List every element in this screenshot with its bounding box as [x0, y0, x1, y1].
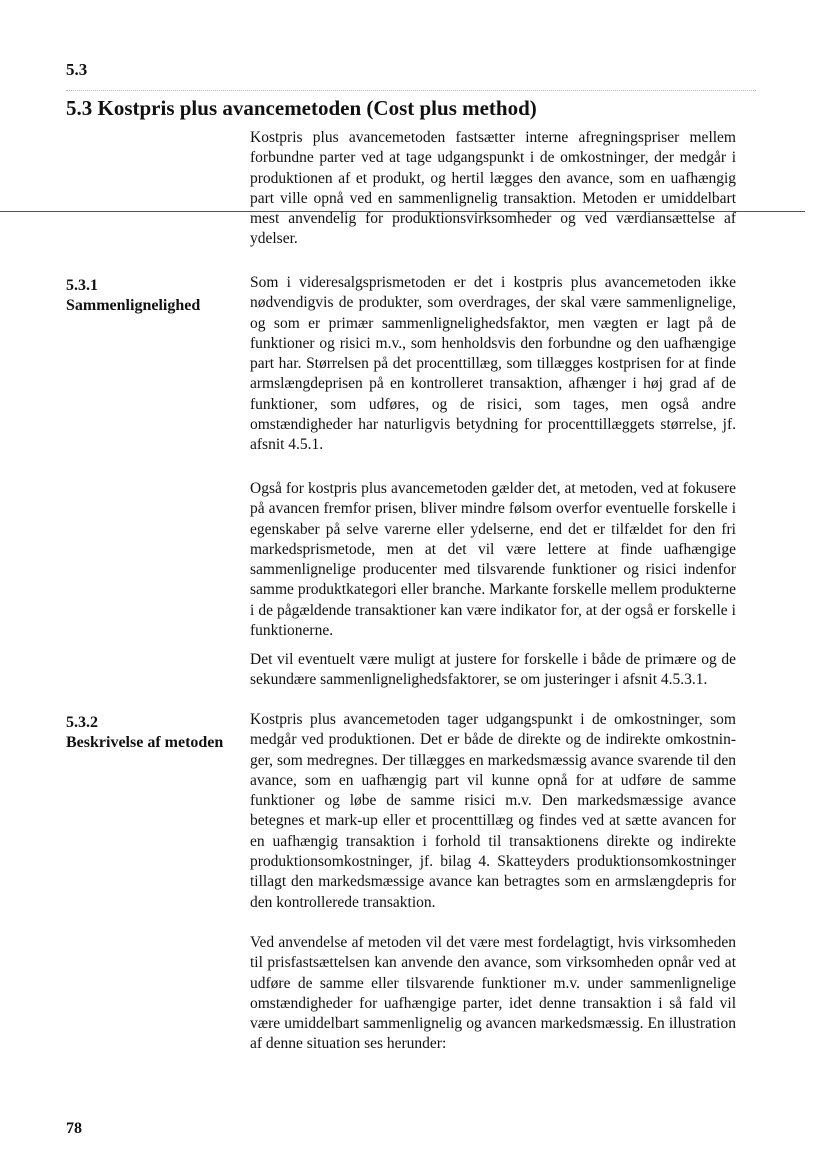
- subsection-heading-2: [66, 713, 241, 753]
- subsection-number: 5.3.2: [66, 714, 98, 731]
- paragraph: Også for kostpris plus avancemetoden gælder det, at metoden, ved at fokusere på avancen fremfor prisen, bliver mindre følsom overfor eventuelle forskelle i egenskaber på selve varerne eller ydelserne, end det er tilfældet for den fri markedsprismetode, men at det vil være lettere at finde uafhængige sammenlignelige producenter med tilsvarende funktioner og risici indenfor samme produktkategori eller branche. Markante forskelle mellem produkterne i de pågældende transaktioner kan være indikator for, at der også er forskelle i funktionerne.: [250, 480, 736, 640]
- section-divider-rule: [0, 211, 805, 212]
- paragraph: Kostpris plus avancemetoden tager udgangspunkt i de omkostninger, som medgår ved produktionen. Det er både de direkte og de indirekte omkostninger, som medregnes. Der tillægges en markedsmæssig avance svarende til den avance, som en uafhængig part vil kunne opnå for at udføre de samme funktioner og løbe de samme risici m.v. Den markedsmæssige avance betegnes et mark-up eller et procenttillæg og findes ved at sætte avancen for en uafhængig transaktion i forhold til transaktionens direkte og indirekte produktionsomkostninger, jf. bilag 4. Skatteyders produktionsomkostninger tillagt den markedsmæssige avance kan betragtes som en armslængdepris for den kontrollerede transaktion.: [250, 711, 736, 911]
- header-rule: [66, 90, 756, 91]
- paragraph: Som i videresalgsprismetoden er det i kostpris plus avancemetoden ikke nødvendigvis de produkter, som overdrages, der skal være sammenlignelige, og som er primær sammenlignelighedsfaktor, men vægten er lagt på de funktioner og risici m.v., som henholdsvis den forbundne og den uafhængige part har. Størrelsen på det procenttillæg, som tillægges kostprisen for at finde armslængdeprisen på en kontrolleret transaktion, afhænger i høj grad af de funktioner, som udføres, og de risici, som tages, men også andre omstændigheder har naturligvis betydning for procenttillæggets størrelse, jf. afsnit 4.5.1.: [250, 274, 736, 454]
- subsection-title: Sammenlignelighed: [66, 297, 201, 314]
- section-title: 5.3 Kostpris plus avancemetoden (Cost plus method): [66, 96, 537, 120]
- subsection-title: Beskrivelse af metoden: [66, 734, 224, 751]
- subsection-heading-1: [66, 276, 241, 316]
- section-intro-paragraph: Kostpris plus avancemetoden fastsætter interne afregningspriser mellem forbundne parter ved at tage udgangspunkt i de omkostninger, der medgår i produktionen af et produkt, og hertil lægges den avance, som en uafhængig part ville opnå ved en sammenlignelig transaktion. Metoden er umiddelbart mest anvendelig for produktionsvirksomheder og ved værdiansættelse af ydelser.: [250, 129, 736, 248]
- page-header-chapter: 5.3: [66, 60, 88, 79]
- page-number: 78: [66, 1120, 82, 1137]
- paragraph: Ved anvendelse af metoden vil det være mest fordelagtigt, hvis virksomheden til prisfastsættelsen kan anvende den avance, som virksomheden opnår ved at udføre de samme eller tilsvarende funktioner m.v. under sammenlignelige omstændigheder for uafhængige parter, idet denne transaktion i så fald vil være umiddelbart sammenlignelig og avancen markedsmæssig. En illustration af denne situation ses herunder:: [250, 934, 736, 1053]
- paragraph: Det vil eventuelt være muligt at justere for forskelle i både de primære og de sekundære sammenlignelighedsfaktorer, se om justeringer i afsnit 4.5.3.1.: [250, 651, 736, 689]
- subsection-number: 5.3.1: [66, 277, 98, 294]
